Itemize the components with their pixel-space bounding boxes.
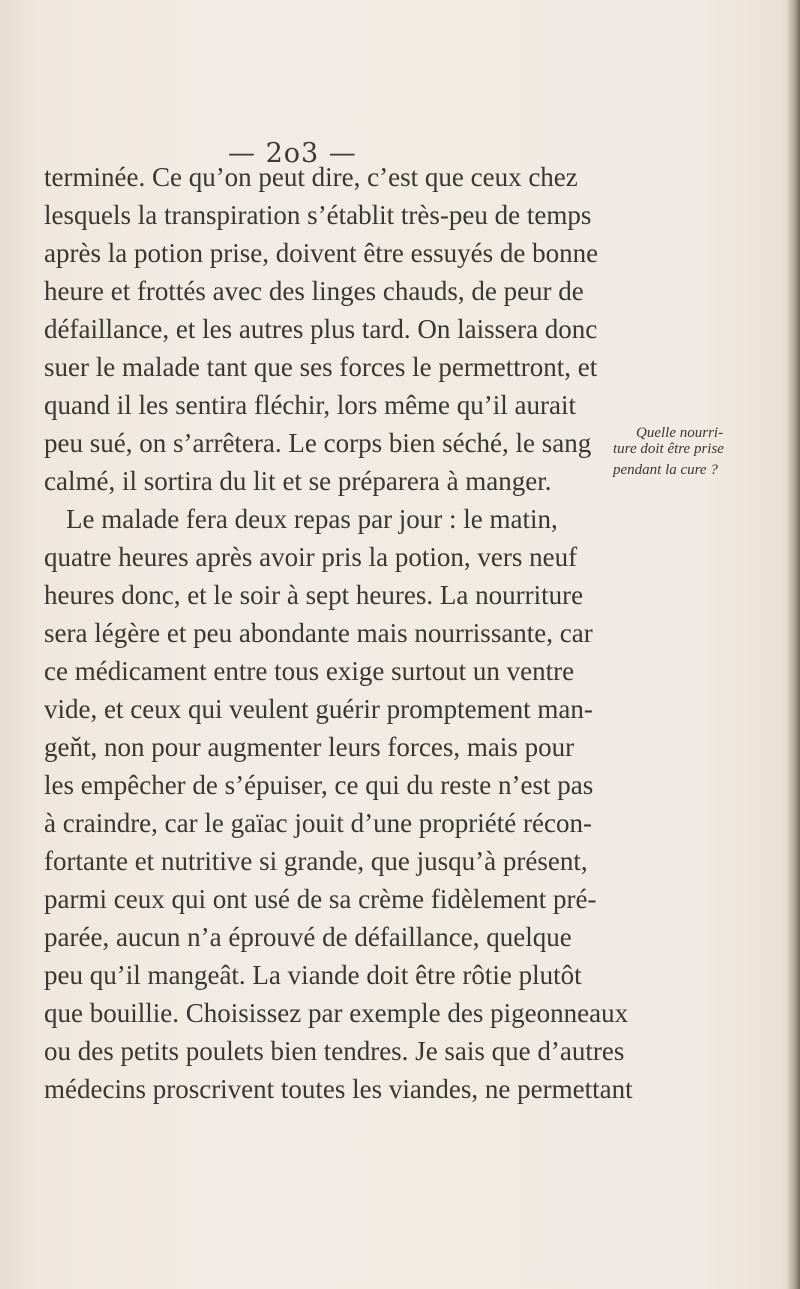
- text-line: quatre heures après avoir pris la potion, vers neuf: [44, 542, 578, 572]
- margin-note-line: pendant la cure ?: [613, 462, 718, 478]
- text-line: vide, et ceux qui veulent guérir promptement man-: [44, 694, 593, 724]
- text-line: peu qu’il mangeât. La viande doit être rôtie plutôt: [44, 960, 582, 990]
- page-edge-shadow: [786, 0, 800, 1289]
- text-line: parée, aucun n’a éprouvé de défaillance, quelque: [44, 922, 572, 952]
- text-line: médecins proscrivent toutes les viandes, ne permettant: [44, 1074, 633, 1104]
- text-line: à craindre, car le gaïac jouit d’une propriété récon-: [44, 808, 592, 838]
- margin-note-line: Quelle nourri-: [636, 425, 724, 441]
- text-line: heure et frottés avec des linges chauds, de peur de: [44, 276, 584, 306]
- text-line: lesquels la transpiration s’établit très-peu de temps: [44, 200, 592, 230]
- paragraph-start-line: Le malade fera deux repas par jour : le matin,: [66, 504, 558, 534]
- text-line: défaillance, et les autres plus tard. On laissera donc: [44, 314, 598, 344]
- text-line: après la potion prise, doivent être essuyés de bonne: [44, 238, 599, 268]
- text-line: heures donc, et le soir à sept heures. La nourriture: [44, 580, 584, 610]
- text-line: que bouillie. Choisissez par exemple des pigeonneaux: [44, 998, 629, 1028]
- page-number: — 2o3 —: [228, 138, 357, 169]
- text-line: calmé, il sortira du lit et se préparera à manger.: [44, 466, 552, 496]
- margin-note-line: ture doit être prise: [613, 441, 724, 457]
- text-line: geňt, non pour augmenter leurs forces, mais pour: [44, 732, 575, 762]
- text-line: sera légère et peu abondante mais nourrissante, car: [44, 618, 593, 648]
- body-text: [44, 158, 633, 1108]
- margin-note: [613, 425, 783, 478]
- text-line: peu sué, on s’arrêtera. Le corps bien séché, le sang: [44, 428, 592, 458]
- text-line: les empêcher de s’épuiser, ce qui du reste n’est pas: [44, 770, 594, 800]
- text-line: suer le malade tant que ses forces le permettront, et: [44, 352, 598, 382]
- text-line: parmi ceux qui ont usé de sa crème fidèlement pré-: [44, 884, 597, 914]
- text-line: ce médicament entre tous exige surtout un ventre: [44, 656, 575, 686]
- text-line: terminée. Ce qu’on peut dire, c’est que ceux chez: [44, 162, 578, 192]
- text-line: quand il les sentira fléchir, lors même qu’il aurait: [44, 390, 576, 420]
- text-line: ou des petits poulets bien tendres. Je sais que d’autres: [44, 1036, 625, 1066]
- text-line: fortante et nutritive si grande, que jusqu’à présent,: [44, 846, 588, 876]
